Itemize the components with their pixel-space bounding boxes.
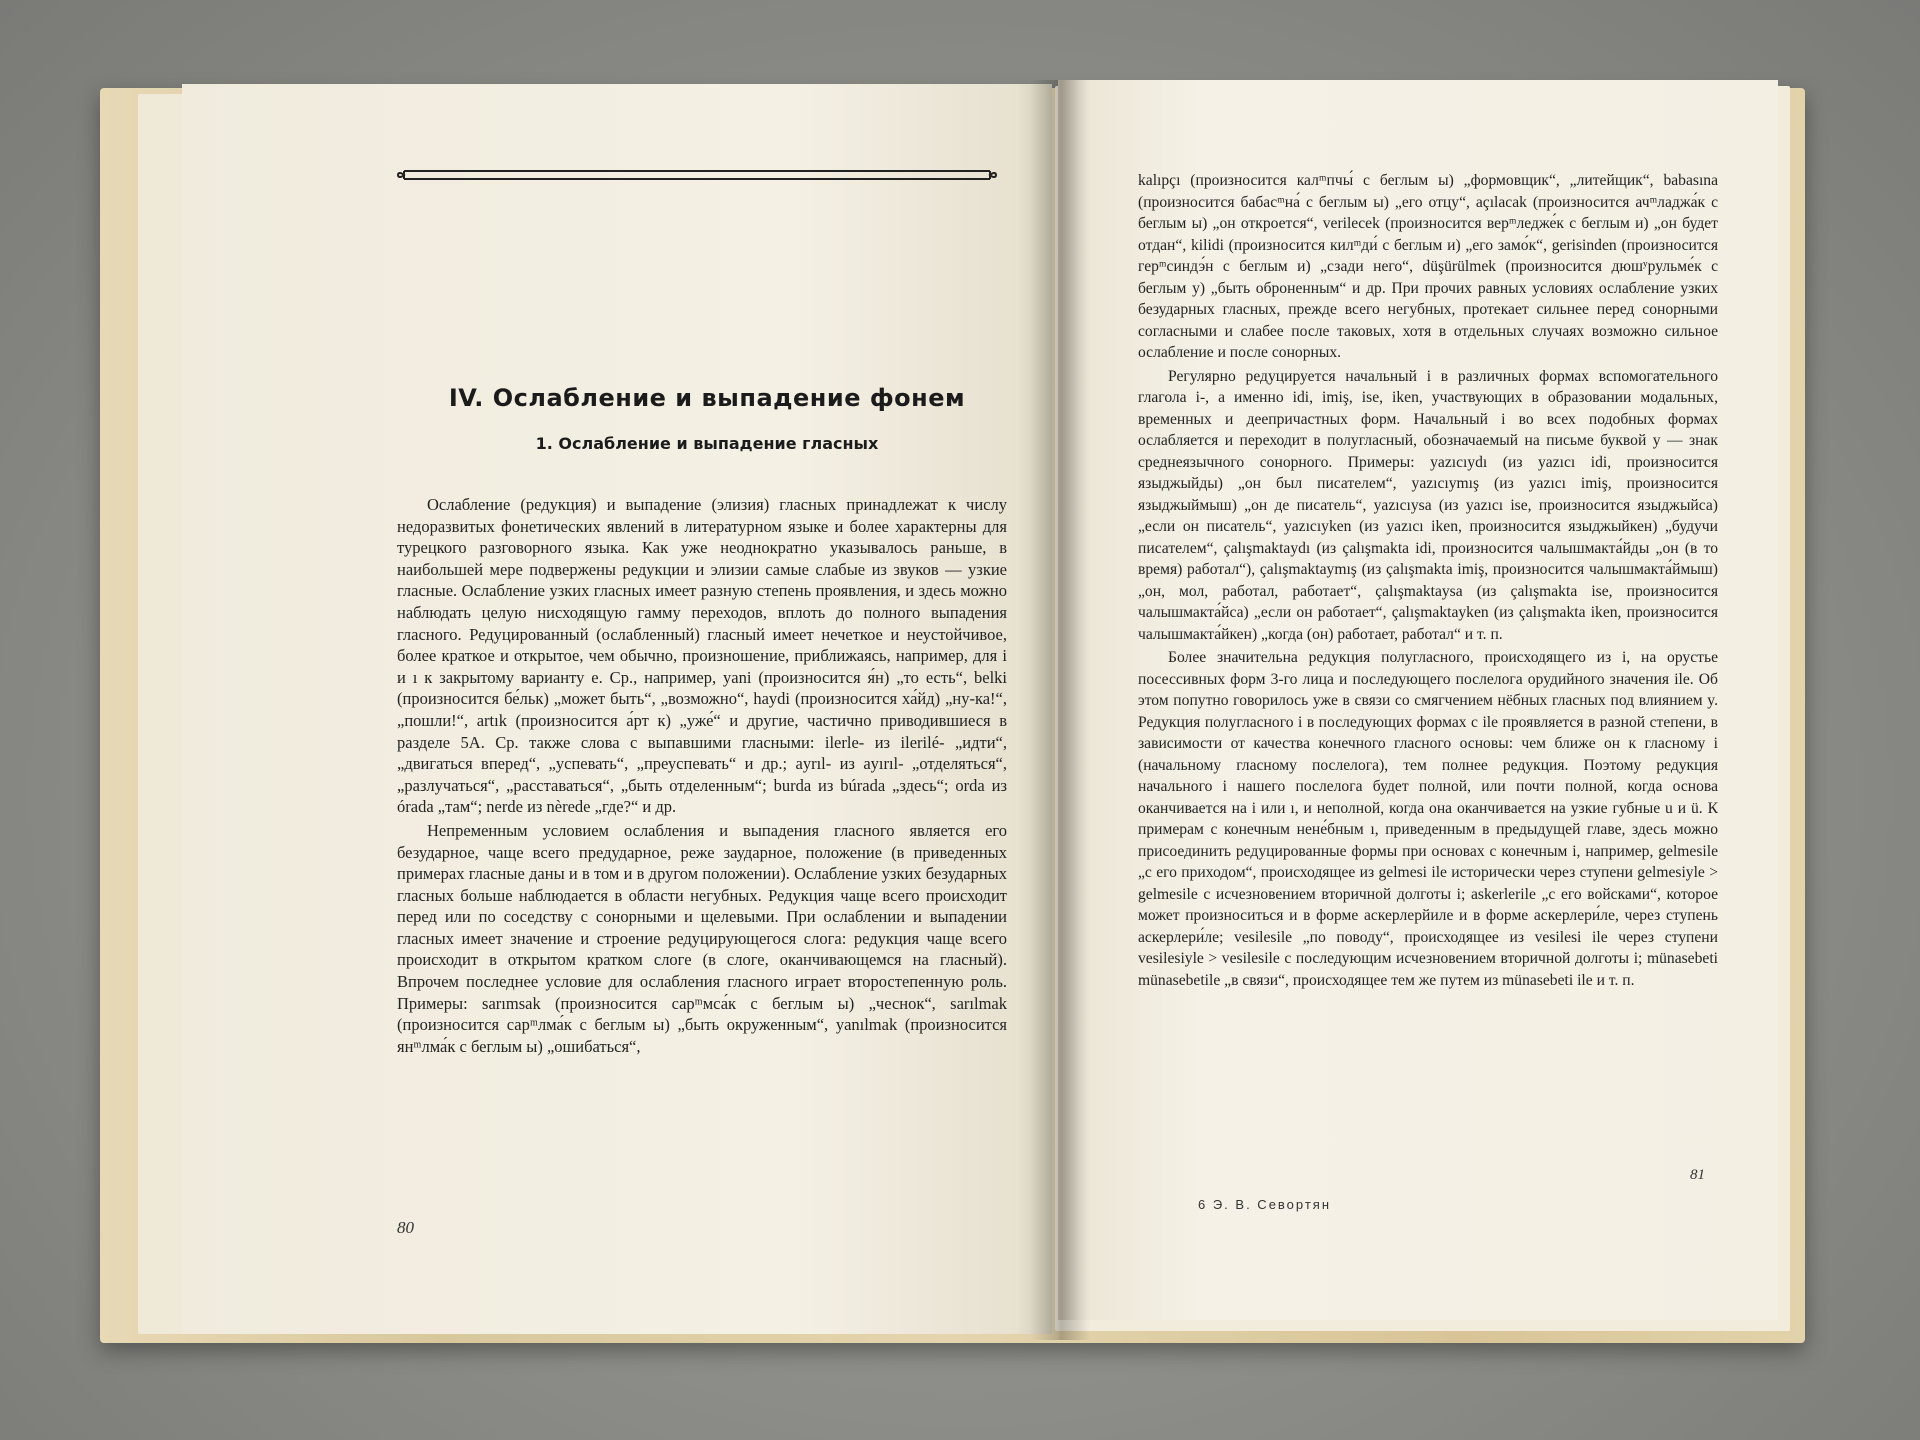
right-page [1058, 80, 1778, 1320]
paragraph: Регулярно редуцируется начальный i в различных формах вспомогательного глагола i-, а именно idi, imiş, ise, iken, участвующих в образовании модальных, временных и деепричастных форм. Начальный i во всех подобных формах ослабляется и переходит в полугласный, обозначаемый на письме буквой y — знак среднеязычного сонорного. Примеры: yazıcıydı (из yazıcı idi, произносится языджыйды) „он был писателем“, yazıcıymış (из yazıcı imiş, произносится языджыймыш) „он де писатель“, yazıcıysa (из yazıcı ise, произносится языджыйса) „если он писатель“, yazıcıyken (из yazıcı iken, произносится языджыйкен) „будучи писателем“, çalışmaktaydı (из çalışmakta idi, произносится чалышмакта́йды „он (в то время) работал“), çalışmaktaymış (из çalışmakta imiş, произносится чалышмакта́ймыш) „он, мол, работал, работает“, çalışmaktaysa (из çalışmakta ise, произносится чалышмакта́йса) „если он работает“, çalışmaktayken (из çalışmakta iken, произносится чалышмакта́йкен) „когда (он) работает, работал“ и т. п. [1138, 367, 1718, 643]
printer-signature: 6 Э. В. Севортян [1198, 1197, 1332, 1212]
chapter-title: IV. Ослабление и выпадение фонем [448, 384, 966, 412]
right-body-text [1138, 170, 1718, 993]
book-gutter [1030, 80, 1090, 1340]
page-number-right: 81 [1690, 1167, 1705, 1183]
paragraph: Ослабление (редукция) и выпадение (элизия) гласных принадлежат к числу недоразвитых фонетических явлений в литературном языке и более характерны для турецкого разговорного языка. Как уже неоднократно указывалось раньше, в наибольшей мере подвержены редукции и элизии самые слабые из звуков — узкие гласные. Ослабление узких гласных имеет разную степень проявления, и здесь можно наблюдать целую нисходящую гамму переходов, вплоть до полного выпадения гласного. Редуцированный (ослабленный) гласный имеет нечеткое и неустойчивое, более краткое и открытое, чем обычно, произношение, приближаясь, например, для i и ı к закрытому варианту е. Ср., например, yani (произносится я́н) „то есть“, belki (произносится бе́льк) „может быть“, „возможно“, haydi (произносится ха́йд) „ну-ка!“, „пошли!“, artık (произносится а́рт к) „уже́“ и другие, частично приводившиеся в разделе 5А. Ср. также слова с выпавшими гласными: ilerle- из ilerilé- „идти“, „двигаться вперед“, „успевать“, „преуспевать“ и др.; ayrıl- из ayırıl- „отделяться“, „разлучаться“, „расставаться“, „быть отделенным“; burda из búrada „здесь“; orda из órada „там“; nerde из nèrede „где?“ и др. [397, 495, 1007, 817]
paragraph: Непременным условием ослабления и выпадения гласного является его безударное, чаще всего предударное, реже заударное, положение (в приведенных примерах гласные даны и в том и в другом положении). Ослабление узких безударных гласных больше наблюдается в области негубных. Редукция чаще всего происходит перед или по соседству с сонорными и щелевыми. При ослаблении и выпадении гласных имеет значение и строение редуцирующегося слога: редукция чаще всего происходит в открытом кратком слоге (в слоге, оканчивающемся на гласный). Впрочем последнее условие для ослабления гласного играет второстепенную роль. Примеры: sarımsak (произносится сарᵐмса́к с беглым ы) „чеснок“, sarılmak (произносится сарᵐлма́к с беглым ы) „быть окруженным“, yanılmak (произносится янᵐлма́к с беглым ы) „ошибаться“, [397, 820, 1007, 1056]
page-number-left: 80 [397, 1218, 414, 1237]
open-book [100, 80, 1820, 1360]
paragraph: kalıpçı (произносится калᵐпчы́ с беглым ы) „формовщик“, „литейщик“, babasına (произносится бабасᵐна́ с беглым ы) „его отцу“, açılacak (произносится ачᵐладжа́к с беглым ы) „он откроется“, verilecek (произносится верᵐледже́к с беглым и) „он будет отдан“, kilidi (произносится килᵐди́ с беглым и) „его замо́к“, gerisinden (произносится герᵐсиндэ́н с беглым и) „сзади него“, düşürülmek (произносится дюшʸрульме́к с беглым у) „быть оброненным“ и др. При прочих равных условиях ослабление узких безударных гласных, прежде всего негубных, протекает сильнее перед сонорными согласными и слабее после таковых, хотя в отдельных случаях возможно сильное ослабление и после сонорных. [1138, 172, 1718, 361]
ornamental-rule [392, 162, 1002, 188]
section-title: 1. Ослабление и выпадение гласных [535, 434, 879, 453]
paragraph: Более значительна редукция полугласного, происходящего из i, на орустье посессивных форм 3-го лица и последующего послелога орудийного значения ile. Об этом попутно говорилось уже в связи со смягчением нёбных гласных под влиянием y. Редукция полугласного i в последующих формах с ile проявляется в разной степени, в зависимости от качества конечного гласного основы: чем ближе он к гласному i (начальному гласному послелога), тем полнее редукция. Поэтому редукция начального i нашего послелога будет полной, или почти полной, когда основа оканчивается на i или ı, и неполной, когда она оканчивается на узкие губные u и ü. К примерам с конечным нене́бным ı, приведенным в предыдущей главе, здесь можно присоединить редуцированные формы при основах с конечным i, например, gelmesile „с его приходом“, происходящее из gelmesi ile исторически через ступени gelmesiyle > gelmesile с исчезновением вторичной долготы i; askerlerile „с его войсками“, которое может произноситься и в форме аскерлерйиле и в форме аскерлери́ле, через ступень аскерлери́ле; vesilesile „по поводу“, происходящее из vesilesi ile через ступени vesilesiyle > vesilesile с последующим исчезновением вторичной долготы i; münasebeti münasebetile „в связи“, происходящее тем же путем из münasebeti ile и т. п. [1138, 649, 1718, 989]
left-body-text [397, 494, 1007, 1059]
left-page [182, 84, 1052, 1334]
